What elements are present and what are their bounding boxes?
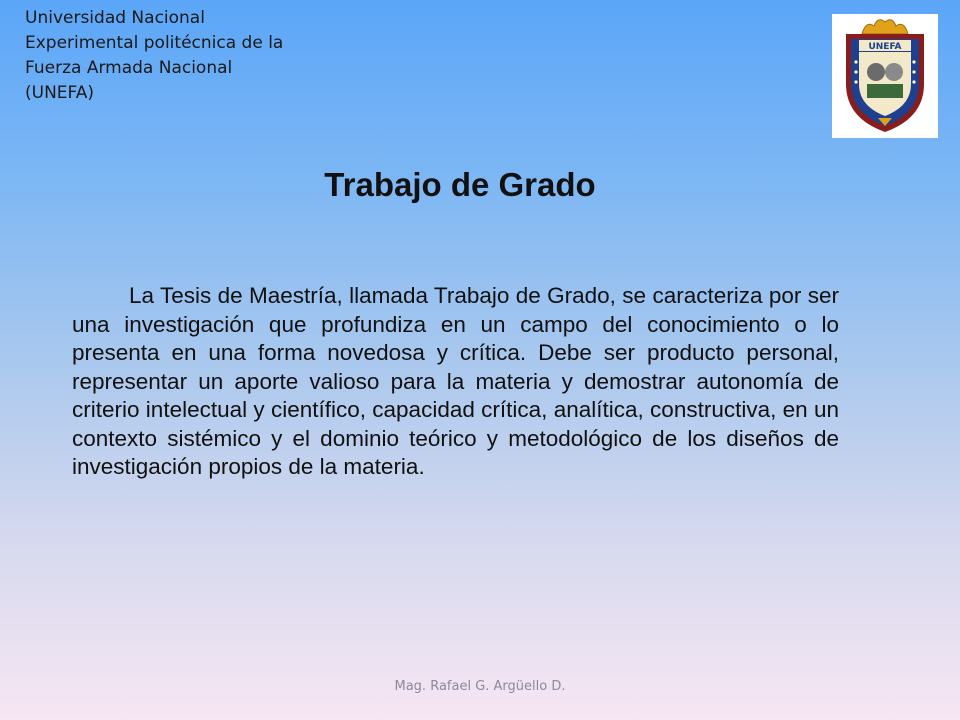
institution-line-4: (UNEFA): [25, 83, 95, 103]
logo-text: UNEFA: [868, 42, 902, 52]
footer-author: Mag. Rafael G. Argüello D.: [394, 679, 566, 694]
unefa-logo: [832, 14, 938, 138]
institution-name-block: [25, 6, 355, 106]
institution-line-1: Universidad Nacional: [25, 8, 205, 28]
slide-title: Trabajo de Grado: [324, 166, 596, 203]
institution-line-2: Experimental politécnica de la: [25, 33, 284, 53]
institution-line-3: Fuerza Armada Nacional: [25, 58, 233, 78]
slide-paragraph: La Tesis de Maestría, llamada Trabajo de Grado, se caracteriza por ser una investigación que profundiza en un campo del conocimiento o lo presenta en una forma novedosa y crítica. Debe ser producto personal, representar un aporte valioso para la materia y demostrar autonomía de criterio intelectual y científico, capacidad crítica, analítica, constructiva, en un contexto sistémico y el dominio teórico y metodológico de los diseños de investigación propios de la materia.: [72, 283, 839, 479]
unefa-shield-icon: [832, 14, 938, 138]
